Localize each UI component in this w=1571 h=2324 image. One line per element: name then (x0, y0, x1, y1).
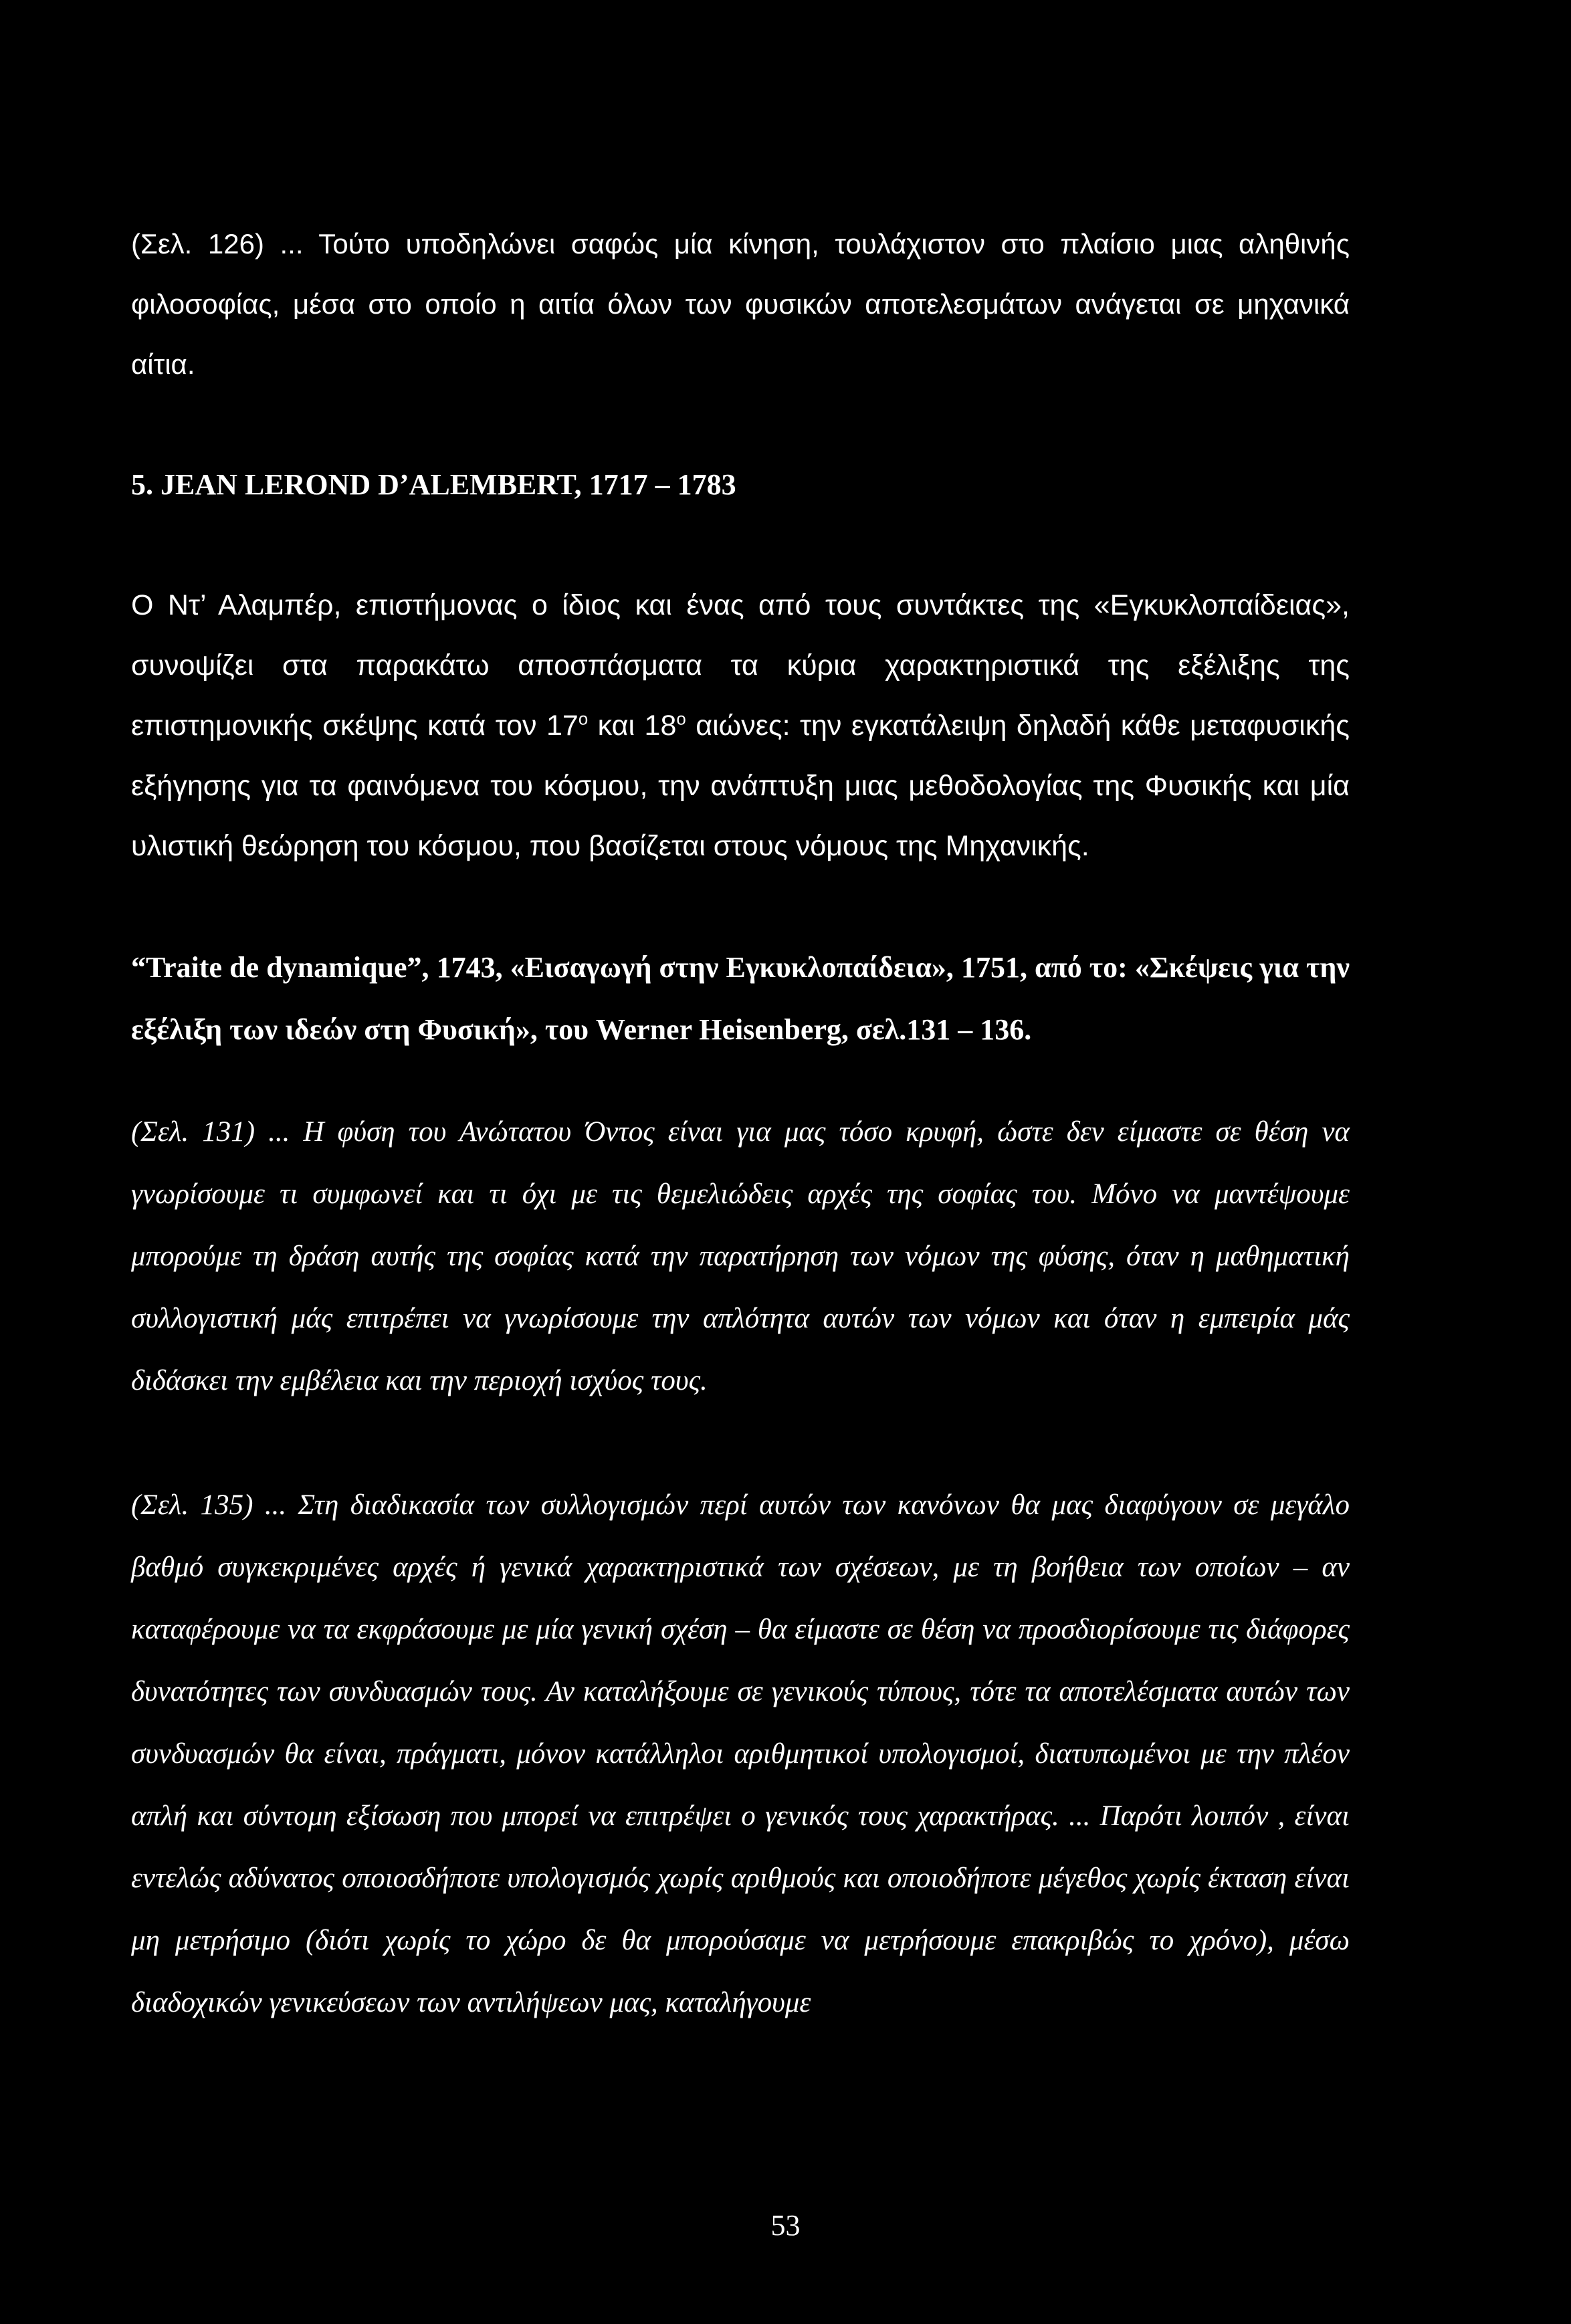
summary-text-part1: Ο Ντ’ Αλαμπέρ, επιστήμονας ο ίδιος και ένας από τους συντάκτες της «Εγκυκλοπαίδειας», συνοψίζει στα παρακάτω αποσπάσματα τα κύρια χαρακτηριστικά της εξέλιξης της επιστημονικής σκέψης κατά τον 17 (131, 589, 1350, 742)
spacer (131, 1412, 1350, 1474)
page-content (131, 214, 1350, 2034)
intro-paragraph: (Σελ. 126) ... Τούτο υποδηλώνει σαφώς μία κίνηση, τουλάχιστον στο πλαίσιο μιας αληθινής φιλοσοφίας, μέσα στο οποίο η αιτία όλων των φυσικών αποτελεσμάτων ανάγεται σε μηχανικά αίτια. (131, 228, 1350, 380)
summary-text-part3: αιώνες: την εγκατάλειψη δηλαδή κάθε μεταφυσικής εξήγησης για τα φαινόμενα του κόσμου, την ανάπτυξη μιας μεθοδολογίας της Φυσικής και μία υλιστική θεώρηση του κόσμου, που βασίζεται στους νόμους της Μηχανικής. (131, 710, 1350, 862)
section-heading: 5. JEAN LEROND D’ALEMBERT, 1717 – 1783 (131, 468, 736, 501)
superscript-ordinal: ο (578, 710, 589, 729)
spacer (131, 1061, 1350, 1101)
page-number: 53 (770, 2209, 801, 2242)
spacer (131, 876, 1350, 936)
quote-page-131: (Σελ. 131) ... Η φύση του Ανώτατου Όντος είναι για μας τόσο κρυφή, ώστε δεν είμαστε σε θέση να γνωρίσουμε τι συμφωνεί και τι όχι με τις θεμελιώδεις αρχές της σοφίας του. Μόνο να μαντέψουμε μπορούμε τη δράση αυτής της σοφίας κατά την παρατήρηση των νόμων της φύσης, όταν η μαθηματική συλλογιστική μάς επιτρέπει να γνωρίσουμε την απλότητα αυτών των νόμων και όταν η εμπειρία μάς διδάσκει την εμβέλεια και την περιοχή ισχύος τους. (131, 1116, 1350, 1396)
summary-text-part2: και 18 (588, 710, 677, 742)
spacer (131, 395, 1350, 455)
source-reference: “Traite de dynamique”, 1743, «Εισαγωγή στην Εγκυκλοπαίδεια», 1751, από το: «Σκέψεις για την εξέλιξη των ιδεών στη Φυσική», του Werner Heisenberg, σελ.131 – 136. (131, 951, 1350, 1046)
quote-page-135: (Σελ. 135) ... Στη διαδικασία των συλλογισμών περί αυτών των κανόνων θα μας διαφύγουν σε μεγάλο βαθμό συγκεκριμένες αρχές ή γενικά χαρακτηριστικά των σχέσεων, με τη βοήθεια των οποίων – αν καταφέρουμε να τα εκφράσουμε με μία γενική σχέση – θα είμαστε σε θέση να προσδιορίσουμε τις διάφορες δυνατότητες των συνδυασμών τους. Αν καταλήξουμε σε γενικούς τύπους, τότε τα αποτελέσματα αυτών των συνδυασμών θα είναι, πράγματι, μόνον κατάλληλοι αριθμητικοί υπολογισμοί, διατυπωμένοι με την πλέον απλή και σύντομη εξίσωση που μπορεί να επιτρέψει ο γενικός τους χαρακτήρας. ... Παρότι λοιπόν , είναι εντελώς αδύνατος οποιοσδήποτε υπολογισμός χωρίς αριθμούς και οποιοδήποτε μέγεθος χωρίς έκταση είναι μη μετρήσιμο (διότι χωρίς το χώρο δε θα μπορούσαμε να μετρήσουμε επακριβώς το χρόνο), μέσω διαδοχικών γενικεύσεων των αντιλήψεων μας, καταλήγουμε (131, 1489, 1350, 2018)
superscript-ordinal: ο (676, 710, 686, 729)
summary-paragraph (131, 575, 1350, 876)
spacer (131, 515, 1350, 575)
